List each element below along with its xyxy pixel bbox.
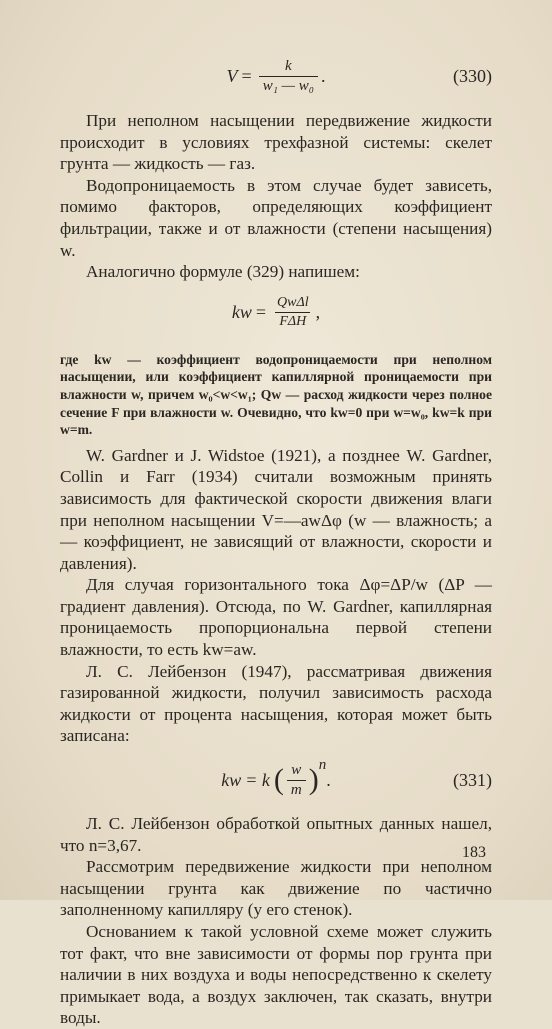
formula-lhs: kw — [231, 302, 252, 323]
formula-tail: . — [326, 769, 331, 790]
formula-tail: . — [320, 65, 326, 86]
paragraph: Аналогично формуле (329) напишем: — [86, 262, 360, 282]
formula-eq: = k — [245, 769, 270, 790]
formula-fraction — [273, 295, 313, 330]
paragraph: W. Gardner и J. Widstoe (1921), а позднее W. Gardner, Collin и Farr (1934) считали возможным принять зависимость для фактической скорости движения влаги при неполном насыщении V=—awΔφ (w — влажность; a — коэффициент, не зависящий от влажности, скорости и давления). — [60, 445, 492, 573]
formula-331 — [60, 747, 492, 813]
paragraph: Водопроницаемость в этом случае будет зависеть, помимо факторов, определяющих коэффициент фильтрации, также и от влажности (степени насыщения) w. — [60, 175, 492, 260]
fraction-numerator: k — [284, 57, 292, 74]
formula-tail: , — [315, 302, 321, 323]
formula-fraction — [259, 58, 318, 95]
fraction-denominator: w₁ — w₀ — [259, 76, 318, 95]
formula-number: (331) — [453, 769, 492, 790]
paragraph: Основанием к такой условной схеме может служить тот факт, что вне зависимости от формы пор грунта при наличии в них воздуха и воды непосредственно к скелету примыкает вода, а воздух заключен, так сказать, внутри воды. — [60, 922, 492, 1028]
paragraph: Рассмотрим передвижение жидкости при неполном насыщении грунта как движение по частично заполненному капилляру (у его стенок). — [60, 857, 492, 920]
formula-number: (330) — [453, 65, 492, 86]
formula-exponent: n — [318, 757, 327, 774]
fraction-numerator: w — [291, 761, 302, 778]
formula-eq: = — [255, 302, 267, 323]
left-paren: ( — [273, 763, 284, 797]
page-number: 183 — [462, 844, 486, 861]
formula-kw — [60, 283, 492, 343]
paragraph: Л. С. Лейбензон обработкой опытных данных нашел, что n=3,67. — [60, 814, 492, 855]
formula-lhs: V — [226, 65, 238, 86]
right-paren: ) — [308, 763, 319, 797]
fraction-numerator: QwΔl — [277, 295, 309, 311]
formula-lhs: kw — [221, 769, 242, 790]
paragraph: Л. С. Лейбензон (1947), рассматривая движения газированной жидкости, получил зависимость расхода жидкости от процента насыщения, которая может быть записана: — [60, 661, 492, 746]
formula-330 — [60, 56, 492, 96]
fraction-denominator: m — [287, 780, 306, 799]
paragraph: Для случая горизонтального тока Δφ=ΔP/w (ΔP — градиент давления). Отсюда, по W. Gardner, капиллярная проницаемость пропорциональна первой степени влажности, то есть kw=aw. — [60, 575, 492, 660]
fraction-denominator: FΔH — [275, 312, 310, 330]
formula-eq: = — [241, 65, 252, 86]
formula-fraction — [287, 762, 306, 799]
formula-note: где kw — коэффициент водопроницаемости при неполном насыщении, или коэффициент капиллярной проницаемости при влажности w, причем w₀<w<w₁; Qw — расход жидкости через полное сечение F при влажности w. Очевидно, что kw=0 при w=w₀, kw=k при w=m. — [60, 351, 492, 438]
paragraph: При неполном насыщении передвижение жидкости происходит в условиях трехфазной системы: скелет грунта — жидкость — газ. — [60, 111, 492, 174]
